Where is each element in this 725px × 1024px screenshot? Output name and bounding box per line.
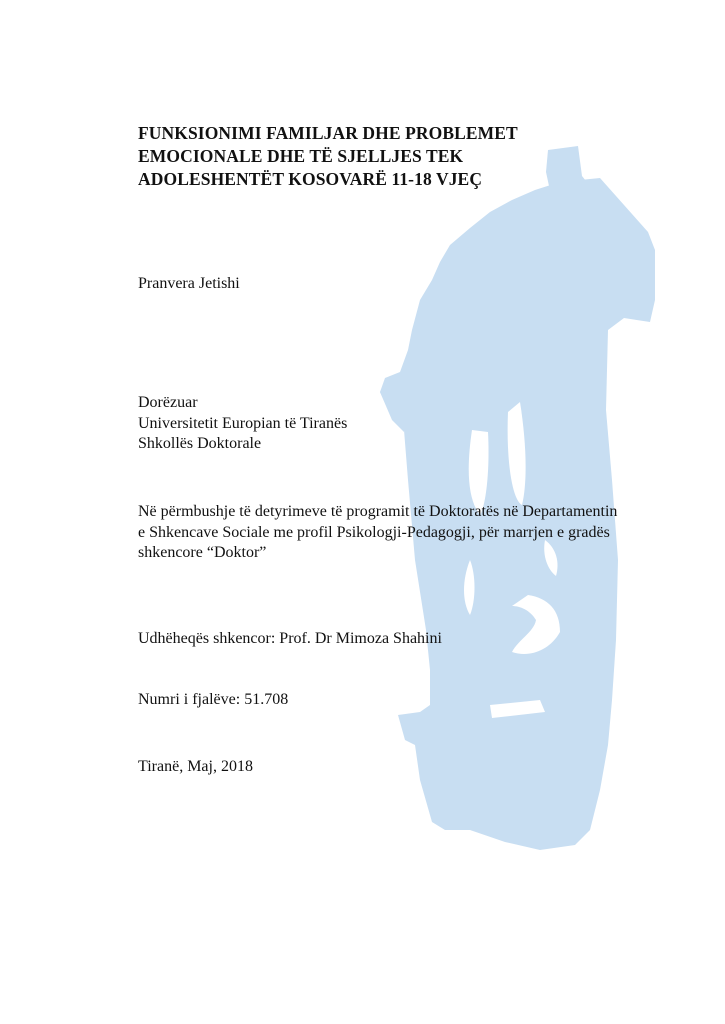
- thesis-title: [138, 122, 658, 191]
- university-name: Universitetit Europian të Tiranës: [138, 414, 348, 432]
- word-count: Numri i fjalëve: 51.708: [138, 691, 289, 708]
- submission-block: [138, 393, 658, 455]
- title-line: ADOLESHENTËT KOSOVARË 11-18 VJEÇ: [138, 169, 483, 189]
- title-line: FUNKSIONIMI FAMILJAR DHE PROBLEMET: [138, 123, 518, 143]
- purpose-line: Në përmbushje të detyrimeve të programit të Doktoratës në Departamentin: [138, 503, 618, 520]
- author-name: Pranvera Jetishi: [138, 275, 240, 292]
- title-line: EMOCIONALE DHE TË SJELLJES TEK: [138, 146, 464, 166]
- school-name: Shkollës Doktorale: [138, 435, 262, 452]
- purpose-line: shkencore “Doktor”: [138, 544, 267, 561]
- place-date: Tiranë, Maj, 2018: [138, 758, 253, 775]
- submitted-label: Dorëzuar: [138, 394, 198, 411]
- purpose-statement: [138, 502, 658, 564]
- supervisor-line: Udhëheqës shkencor: Prof. Dr Mimoza Shahini: [138, 630, 442, 647]
- purpose-line: e Shkencave Sociale me profil Psikologji-Pedagogji, për marrjen e gradës: [138, 523, 610, 541]
